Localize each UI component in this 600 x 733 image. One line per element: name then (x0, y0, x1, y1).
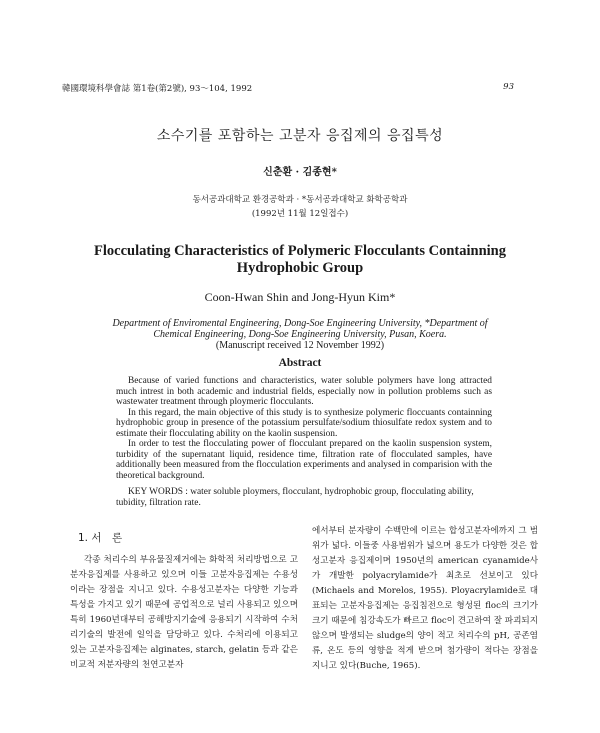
page-number: 93 (503, 82, 514, 92)
korean-title: 소수기를 포함하는 고분자 응집제의 응집특성 (156, 128, 444, 144)
abstract-paragraph: Because of varied functions and characteristics, water soluble polymers have long attracted much intrest in both academic and industrial fields, especially now in pollution problems such as wastewater treatment through ploymeric flocculants. (116, 376, 492, 407)
korean-authors: 신춘환 · 김종현* (263, 167, 337, 178)
english-authors: Coon-Hwan Shin and Jong-Hyun Kim* (204, 290, 396, 304)
english-title-line2: Hydrophobic Group (236, 260, 364, 276)
english-title-line1: Flocculating Characteristics of Polymeric Flocculants Containning (94, 243, 506, 259)
abstract-heading: Abstract (278, 357, 322, 369)
abstract-body (116, 376, 492, 481)
korean-received: (1992년 11월 12일접수) (251, 209, 349, 219)
abstract-paragraph: In this regard, the main objective of this study is to synthesize polymeric floccuants containning hydrophobic group in presence of the potassium persulfate/sodium thiosulfate redox system and to estimate their flocculating ability on the kaolin suspension. (116, 407, 492, 439)
body-paragraph: 에서부터 분자량이 수백만에 이르는 합성고분자에까지 그 범위가 넓다. 이들중 사용범위가 넓으며 용도가 다양한 것은 합성고분자 응집제이며 1950년의 american cyanamide사가 개발한 polyacrylamide가 최초로 선보이고 있다(Michaels and Morelos, 1955). Ployacrylamide로 대표되는 고분자응집제는 응집침전으로 형성된 floc의 크기가 크기 때문에 침강속도가 빠르고 floc이 견고하여 잘 파괴되지 않으며 발생되는 sludge의 양이 적고 처리수의 pH, 공존염류, 온도 등의 영향을 적게 받으며 첨가량이 적다는 장점을 지니고 있다(Buche, 1965). (312, 526, 538, 671)
korean-affiliation: 동서공과대학교 환경공학과 · *동서공과대학교 화학공학과 (192, 195, 408, 205)
english-affiliation-block (40, 318, 560, 351)
body-column-right (312, 524, 538, 674)
keywords: KEY WORDS : water soluble ploymers, flocculant, hydrophobic group, flocculating ability, tubidity, filtration rate. (116, 487, 474, 508)
body-paragraph: 각종 처리수의 부유물질제거에는 화학적 처리방법으로 고분자응집제를 사용하고 있으며 이들 고분자응집제는 수용성이라는 장점을 지니고 있다. 수용성고분자는 다양한 기능과 특성을 가지고 있기 때문에 공업적으로 널리 사용되고 있으며 특히 1960년대부터 공해방지기술에 응용되기 시작하여 수처리기술의 발전에 일익을 담당하고 있다. 수처리에 이용되고 있는 고분자응집제는 alginates, starch, gelatin 등과 같은 비교적 저분자량의 천연고분자 (70, 555, 298, 670)
english-affiliation-line2: Chemical Engineering, Dong-Soe Engineering University, Pusan, Koera. (153, 329, 447, 340)
journal-citation: 韓國環境科學會誌 第1卷(第2號), 93～104, 1992 (62, 84, 253, 94)
abstract-paragraph: In order to test the flocculating power of flocculant prepared on the kaolin suspension system, turbidity of the supernatant liquid, residence time, filtration rate of flocculated samples, have additionally been measured from the flocculation experiments and analysed in comparision with the theoretical background. (116, 439, 492, 481)
running-head (62, 82, 514, 94)
section-heading-introduction: 1. 서 론 (78, 532, 123, 544)
english-received: (Manuscript received 12 November 1992) (215, 340, 385, 351)
korean-affiliation-block (0, 193, 600, 221)
english-title (40, 243, 560, 277)
english-affiliation-line1: Department of Enviromental Engineering, Dong-Soe Engineering University, *Department of (112, 318, 488, 329)
body-column-left (70, 553, 298, 673)
